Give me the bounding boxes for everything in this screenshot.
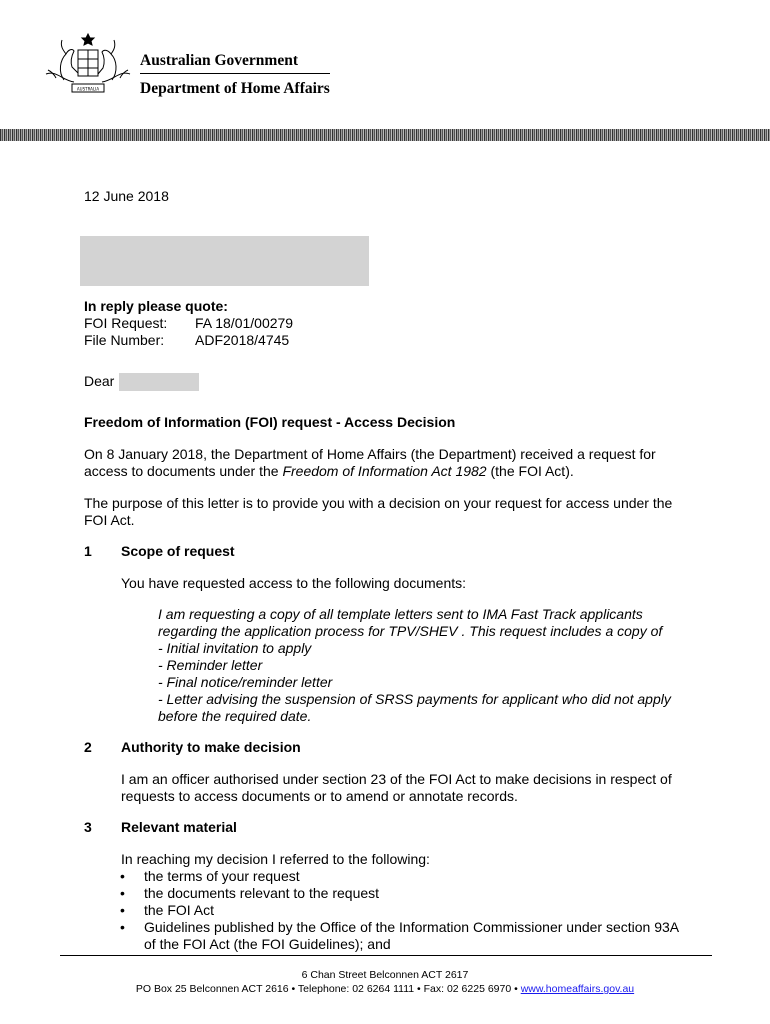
section-body-line: I am an officer authorised under section 23 of the FOI Act to make decisions in respect of — [121, 771, 672, 787]
bullet-icon: • — [120, 868, 125, 884]
coat-of-arms-logo — [42, 30, 134, 102]
file-number-label: File Number: — [84, 332, 165, 348]
svg-text:AUSTRALIA: AUSTRALIA — [76, 86, 100, 92]
file-number-value: ADF2018/4745 — [195, 332, 290, 348]
redacted-address — [80, 236, 369, 286]
quote-line: regarding the application process for TPV/SHEV . This request includes a copy of — [158, 623, 663, 639]
section-body: You have requested access to the following documents: — [121, 575, 467, 591]
salutation: Dear — [84, 373, 115, 389]
website-link[interactable]: www.homeaffairs.gov.au — [520, 983, 635, 995]
section-number: 1 — [84, 543, 92, 559]
quote-line: - Final notice/reminder letter — [158, 674, 333, 690]
quote-line: I am requesting a copy of all template letters sent to IMA Fast Track applicants — [158, 606, 643, 622]
section-number: 2 — [84, 739, 92, 755]
quote-line: - Reminder letter — [158, 657, 263, 673]
redacted-name — [119, 373, 199, 391]
list-item-continuation: of the FOI Act (the FOI Guidelines); and — [144, 936, 391, 952]
list-item: Guidelines published by the Office of the Information Commissioner under section 93A — [144, 919, 680, 935]
section-body: In reaching my decision I referred to the following: — [121, 851, 430, 867]
section-title: Authority to make decision — [121, 739, 301, 755]
reference-heading: In reply please quote: — [84, 298, 228, 314]
purpose-line-2: FOI Act. — [84, 512, 135, 528]
department-name: Department of Home Affairs — [140, 80, 330, 97]
quote-line: - Letter advising the suspension of SRSS payments for applicant who did not apply — [158, 691, 671, 707]
quote-line: before the required date. — [158, 708, 312, 724]
section-body-line: requests to access documents or to amend or annotate records. — [121, 788, 518, 804]
government-title: Australian Government — [140, 52, 299, 69]
intro-line-1: On 8 January 2018, the Department of Home Affairs (the Department) received a request for — [84, 446, 656, 462]
foi-request-label: FOI Request: — [84, 315, 168, 331]
footer-contact: PO Box 25 Belconnen ACT 2616 • Telephone: 02 6264 1111 • Fax: 02 6225 6970 • www.homeaffairs.gov.au — [135, 983, 635, 995]
letterhead-band — [0, 129, 770, 141]
act-title: Freedom of Information Act 1982 — [282, 463, 487, 479]
footer-address: 6 Chan Street Belconnen ACT 2617 — [301, 969, 469, 981]
quote-line: - Initial invitation to apply — [158, 640, 312, 656]
list-item: the documents relevant to the request — [144, 885, 380, 901]
bullet-icon: • — [120, 902, 125, 918]
section-title: Relevant material — [121, 819, 237, 835]
list-item: the terms of your request — [144, 868, 300, 884]
purpose-line-1: The purpose of this letter is to provide you with a decision on your request for access under the — [84, 495, 673, 511]
letter-date: 12 June 2018 — [84, 188, 169, 204]
list-item: the FOI Act — [144, 902, 215, 918]
section-number: 3 — [84, 819, 92, 835]
letterhead-divider — [140, 73, 330, 74]
bullet-icon: • — [120, 919, 125, 935]
foi-request-value: FA 18/01/00279 — [195, 315, 294, 331]
section-title: Scope of request — [121, 543, 235, 559]
intro-line-2: access to documents under the Freedom of Information Act 1982 (the FOI Act). — [84, 463, 574, 479]
letter-subject: Freedom of Information (FOI) request - Access Decision — [84, 414, 456, 430]
footer-divider — [60, 955, 712, 956]
bullet-icon: • — [120, 885, 125, 901]
